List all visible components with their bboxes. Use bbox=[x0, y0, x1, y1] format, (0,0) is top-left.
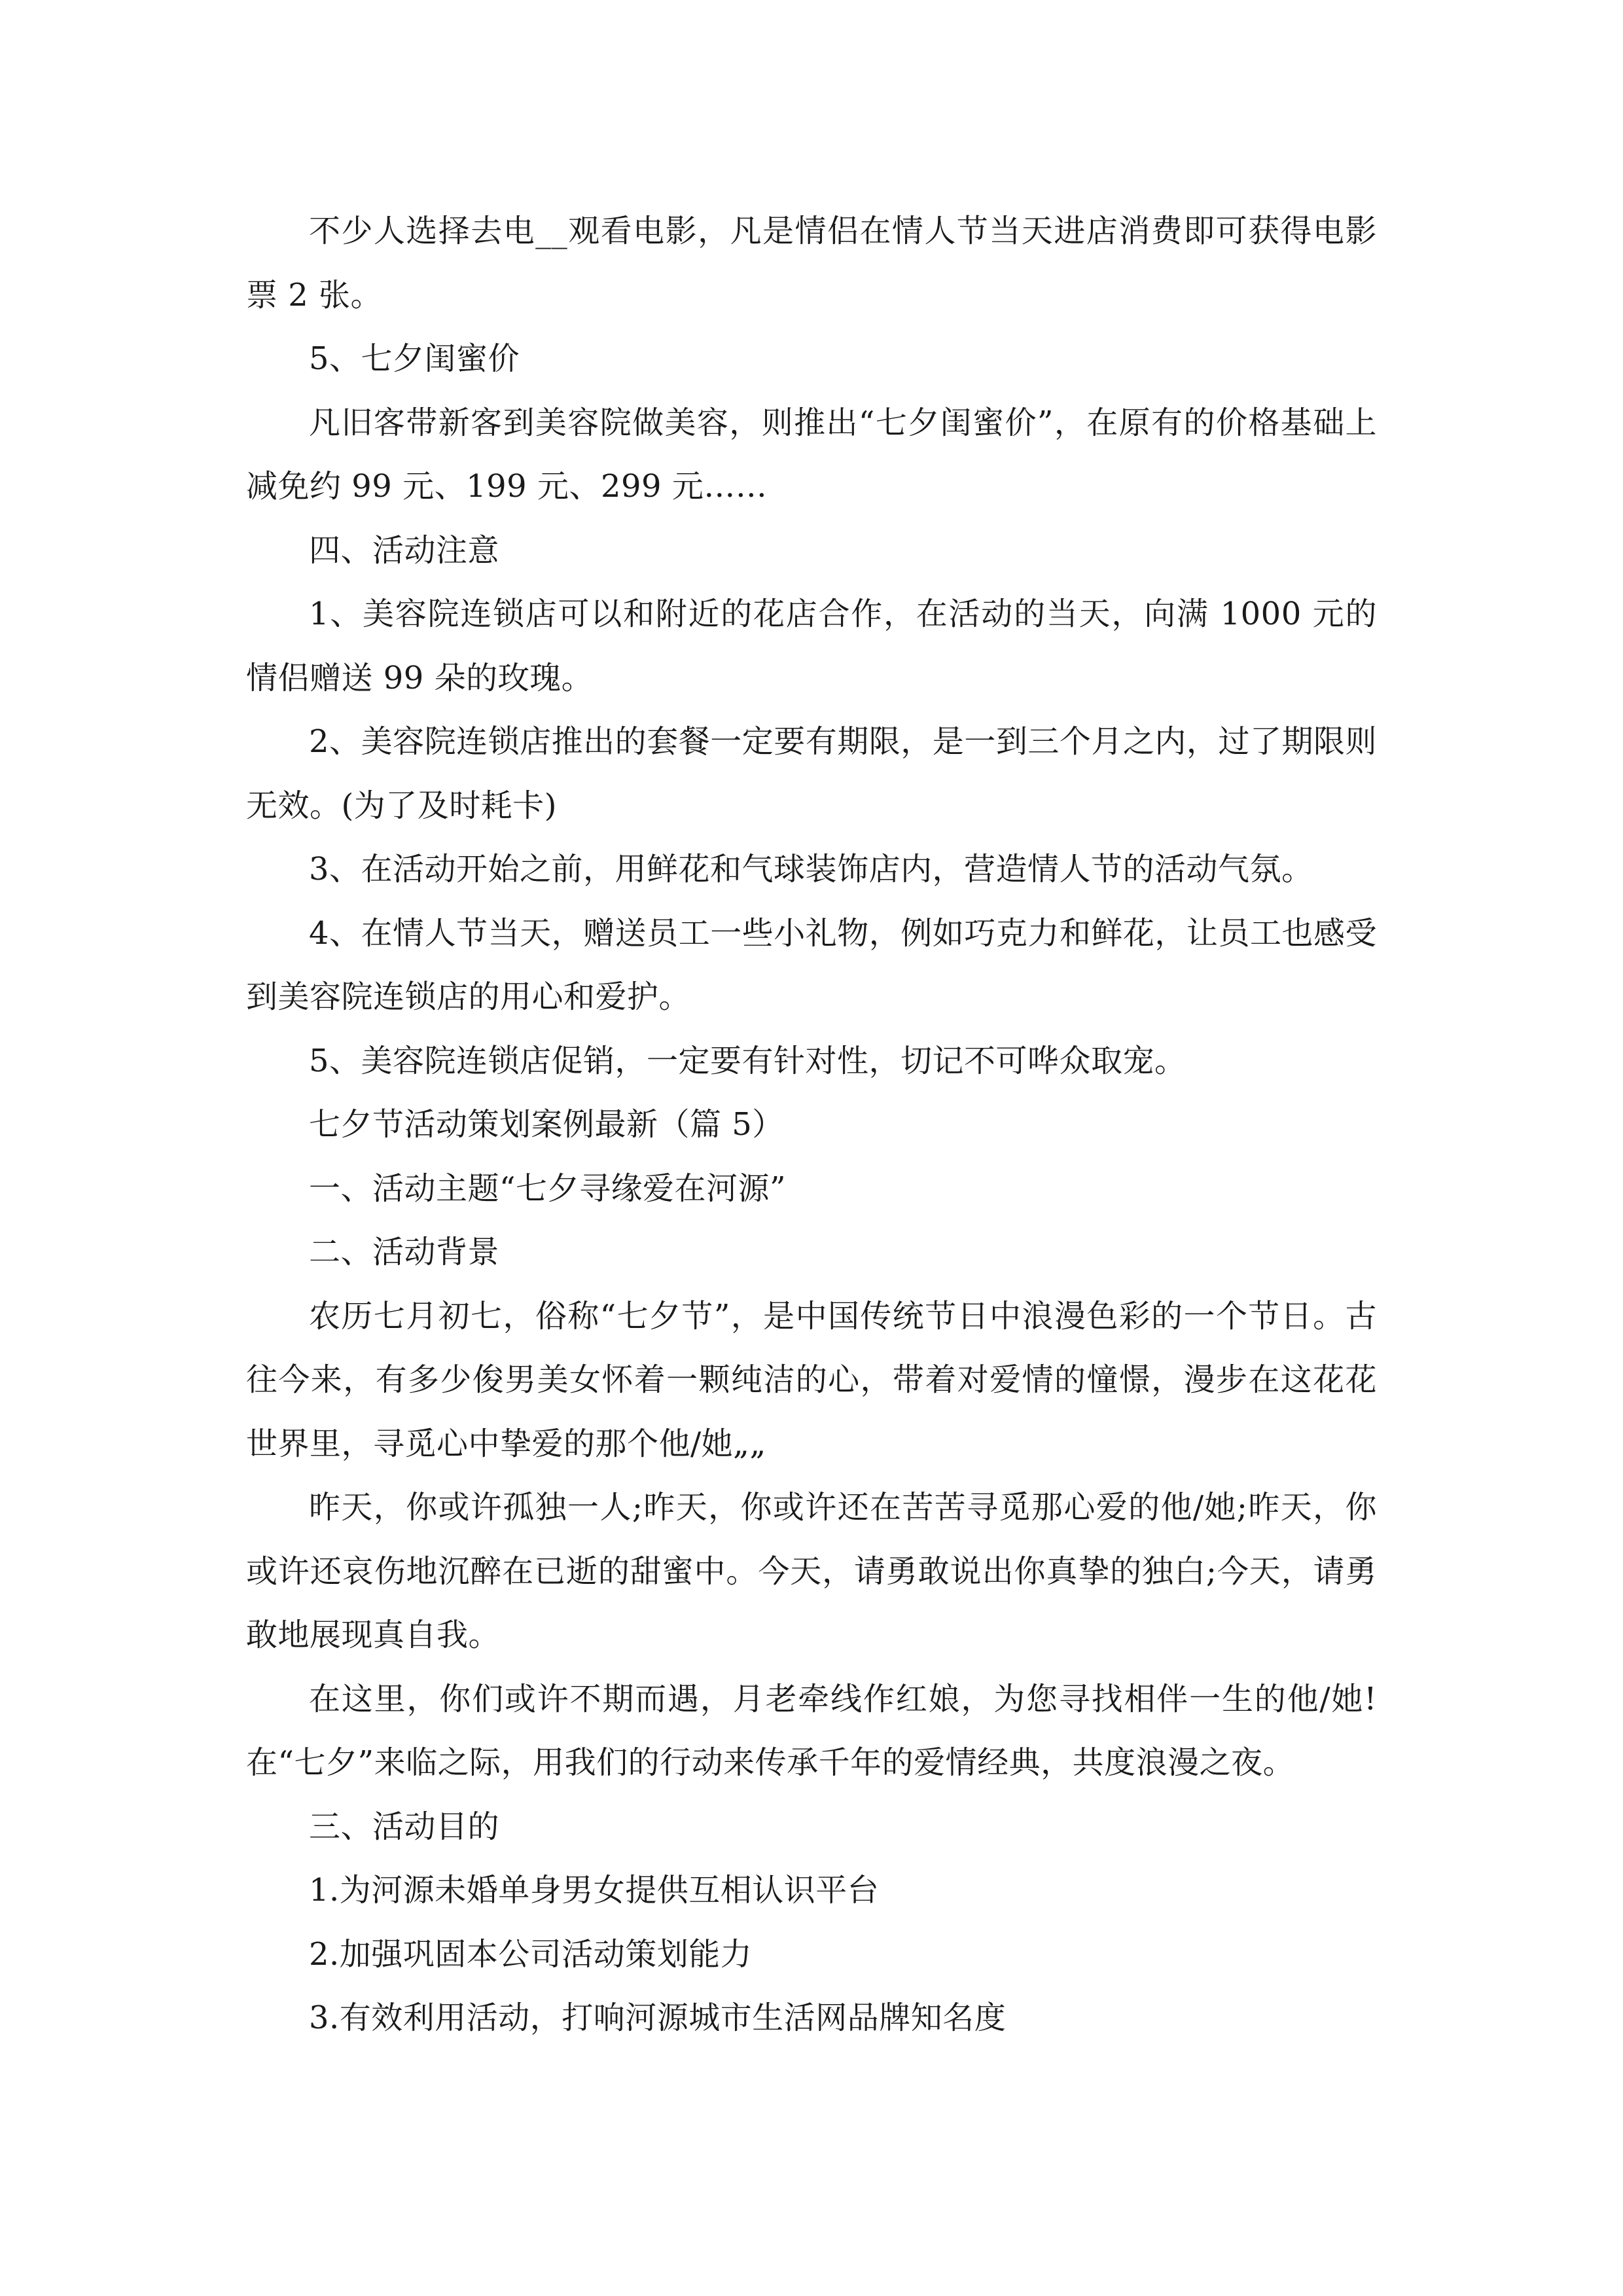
list-item: 3.有效利用活动，打响河源城市生活网品牌知名度 bbox=[309, 2000, 1007, 2036]
list-item: 4、在情人节当天，赠送员工一些小礼物，例如巧克力和鲜花，让员工也感受到美容院连锁店的用心和爱护。 bbox=[246, 914, 1377, 1015]
paragraph: 农历七月初七，俗称“七夕节”，是中国传统节日中浪漫色彩的一个节日。古往今来，有多少俊男美女怀着一颗纯洁的心，带着对爱情的憧憬，漫步在这花花世界里，寻觅心中挚爱的那个他/她„„ bbox=[246, 1297, 1377, 1462]
section-heading: 三、活动目的 bbox=[309, 1808, 500, 1845]
paragraph: 昨天，你或许孤独一人;昨天，你或许还在苦苦寻觅那心爱的他/她;昨天，你或许还哀伤地沉醉在已逝的甜蜜中。今天，请勇敢说出你真挚的独白;今天，请勇敢地展现真自我。 bbox=[246, 1489, 1377, 1653]
list-item: 1、美容院连锁店可以和附近的花店合作，在活动的当天，向满 1000 元的情侣赠送 99 朵的玫瑰。 bbox=[246, 596, 1377, 696]
list-item: 1.为河源未婚单身男女提供互相认识平台 bbox=[309, 1872, 880, 1909]
paragraph: 不少人选择去电__观看电影，凡是情侣在情人节当天进店消费即可获得电影票 2 张。 bbox=[246, 213, 1377, 314]
section-heading: 二、活动背景 bbox=[309, 1234, 500, 1270]
list-item: 3、在活动开始之前，用鲜花和气球装饰店内，营造情人节的活动气氛。 bbox=[309, 851, 1313, 888]
section-heading: 四、活动注意 bbox=[309, 531, 500, 569]
section-heading: 一、活动主题“七夕寻缘爱在河源” bbox=[309, 1170, 787, 1207]
document-body bbox=[246, 200, 1377, 2051]
section-item-heading: 5、七夕闺蜜价 bbox=[309, 340, 520, 377]
list-item: 2.加强巩固本公司活动策划能力 bbox=[309, 1935, 753, 1973]
list-item: 5、美容院连锁店促销，一定要有针对性，切记不可哗众取宠。 bbox=[309, 1042, 1186, 1079]
paragraph: 在这里，你们或许不期而遇，月老牵线作红娘，为您寻找相伴一生的他/她!在“七夕”来临之际，用我们的行动来传承千年的爱情经典，共度浪漫之夜。 bbox=[246, 1680, 1377, 1781]
paragraph: 凡旧客带新客到美容院做美容，则推出“七夕闺蜜价”，在原有的价格基础上减免约 99 元、199 元、299 元…… bbox=[246, 404, 1377, 505]
list-item: 2、美容院连锁店推出的套餐一定要有期限，是一到三个月之内，过了期限则无效。(为了及时耗卡) bbox=[246, 723, 1377, 824]
article-title: 七夕节活动策划案例最新（篇 5） bbox=[309, 1106, 784, 1143]
